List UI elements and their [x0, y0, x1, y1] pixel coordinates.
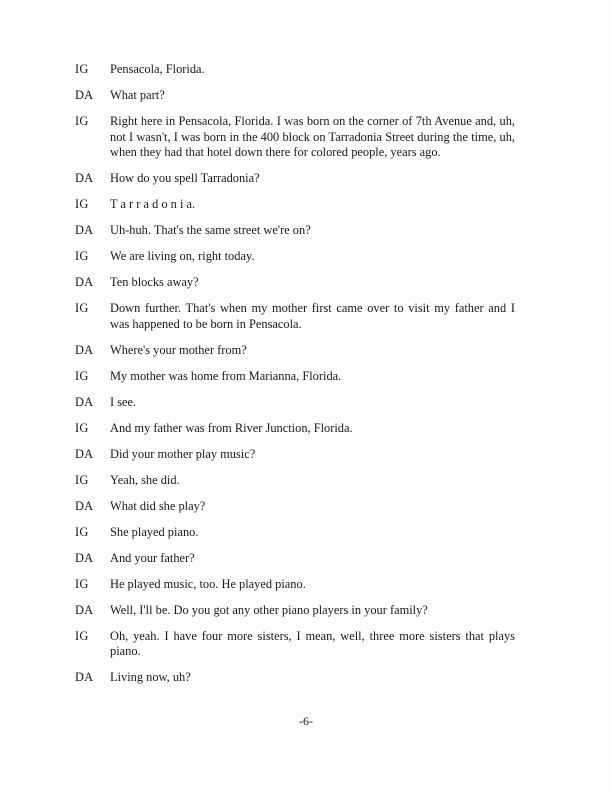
transcript-turn [75, 88, 515, 104]
transcript-turn [75, 62, 515, 78]
transcript-turn [75, 343, 515, 359]
transcript-turn [75, 275, 515, 291]
speech-text: Ten blocks away? [110, 275, 199, 289]
speaker-label: DA [75, 670, 94, 684]
speaker-label: IG [75, 420, 89, 435]
speaker-label: IG [75, 368, 89, 383]
transcript-turn [75, 670, 515, 686]
transcript-turn [75, 473, 515, 489]
speech-text: I see. [110, 394, 137, 409]
transcript-turn [75, 525, 515, 541]
speaker-label: IG [75, 628, 89, 643]
speaker-label: DA [75, 88, 94, 102]
speech-text: Right here in Pensacola, Florida. I was born on the corner of 7th Avenue and, uh, not I wasn't, I was born in the 400 block on Tarradonia Street during the time, uh, when they had that hotel down there for colored people, years ago. [110, 114, 515, 159]
speaker-label: DA [75, 275, 94, 289]
speaker-label: IG [75, 197, 89, 211]
speaker-label: IG [75, 249, 89, 263]
speaker-label: DA [75, 394, 94, 409]
transcript-turn [75, 629, 515, 660]
transcript-turn [75, 249, 515, 265]
transcript-turn [75, 551, 515, 567]
transcript-turn [75, 395, 515, 411]
speech-text: My mother was home from Marianna, Florida. [110, 368, 342, 383]
speaker-label: IG [75, 62, 89, 76]
transcript-turn [75, 577, 515, 593]
speech-text: T a r r a d o n i a. [110, 197, 196, 211]
speech-text: Well, I'll be. Do you got any other piano players in your family? [110, 602, 428, 617]
transcript-turn [75, 447, 515, 463]
speech-text: Down further. That's when my mother first came over to visit my father and I was happened to be born in Pensacola. [110, 301, 515, 331]
speaker-label: DA [75, 498, 94, 513]
speaker-label: DA [75, 602, 94, 617]
speech-text: He played music, too. He played piano. [110, 576, 306, 591]
speaker-label: IG [75, 472, 89, 487]
interview-transcript [75, 62, 515, 696]
speech-text: Did your mother play music? [110, 446, 256, 461]
transcript-turn [75, 499, 515, 515]
transcript-turn [75, 223, 515, 239]
speech-text: And your father? [110, 550, 195, 565]
transcript-turn [75, 603, 515, 619]
speaker-label: DA [75, 223, 94, 237]
speech-text: Uh-huh. That's the same street we're on? [110, 223, 311, 237]
speaker-label: IG [75, 576, 89, 591]
speaker-label: IG [75, 301, 89, 315]
speaker-label: DA [75, 446, 94, 461]
speech-text: What did she play? [110, 498, 206, 513]
transcript-turn [75, 114, 515, 161]
page-number: -6- [299, 714, 313, 728]
transcript-turn [75, 301, 515, 332]
speaker-label: DA [75, 342, 94, 357]
speech-text: What part? [110, 88, 165, 102]
transcript-turn [75, 369, 515, 385]
transcript-turn [75, 197, 515, 213]
speaker-label: DA [75, 171, 94, 185]
transcript-turn [75, 171, 515, 187]
speaker-label: IG [75, 114, 89, 128]
speech-text: Living now, uh? [110, 670, 191, 684]
speech-text: Where's your mother from? [110, 342, 247, 357]
speech-text: How do you spell Tarradonia? [110, 171, 260, 185]
speech-text: She played piano. [110, 524, 199, 539]
transcript-turn [75, 421, 515, 437]
speaker-label: IG [75, 524, 89, 539]
speech-text: Yeah, she did. [110, 472, 180, 487]
speech-text: Oh, yeah. I have four more sisters, I mean, well, three more sisters that plays piano. [110, 628, 515, 658]
speaker-label: DA [75, 550, 94, 565]
speech-text: And my father was from River Junction, Florida. [110, 420, 353, 435]
speech-text: We are living on, right today. [110, 249, 255, 263]
speech-text: Pensacola, Florida. [110, 62, 205, 76]
